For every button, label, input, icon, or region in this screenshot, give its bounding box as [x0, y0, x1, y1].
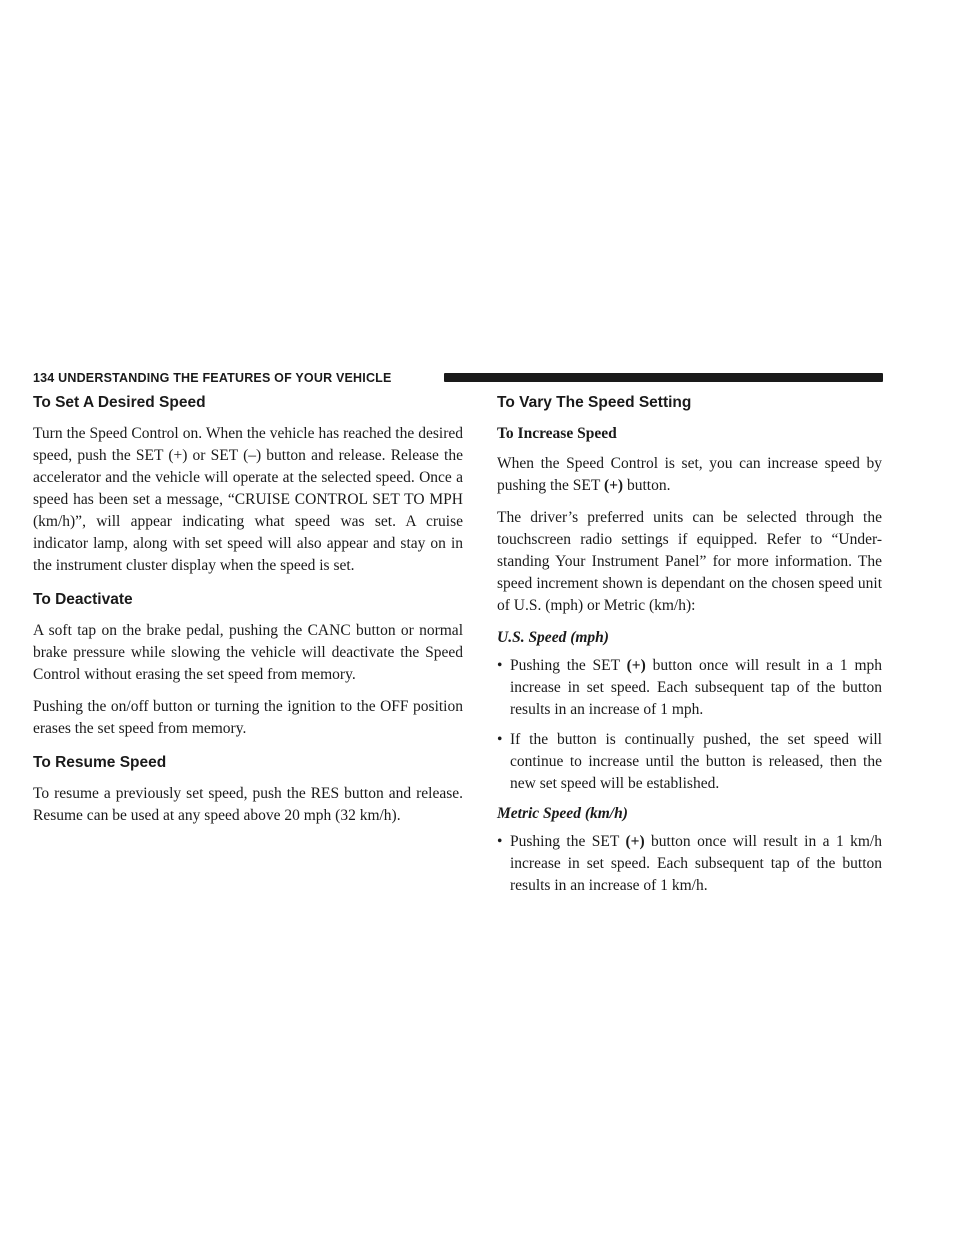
heading-vary-speed: To Vary The Speed Setting — [497, 394, 692, 411]
metric-speed-list — [497, 831, 882, 897]
subheading-us-speed: U.S. Speed (mph) — [497, 629, 609, 646]
heading-resume-speed: To Resume Speed — [33, 754, 167, 771]
list-item: • If the button is continually pushed, the set speed will continue to increase until the button is released, then the new set speed will be established. — [497, 731, 882, 792]
heading-set-desired-speed: To Set A Desired Speed — [33, 394, 206, 411]
subheading-increase-speed: To Increase Speed — [497, 425, 617, 442]
left-column — [33, 394, 463, 837]
page-number-title: 134 UNDERSTANDING THE FEATURES OF YOUR VEHICLE — [33, 371, 392, 385]
page-header — [33, 370, 883, 386]
header-rule — [444, 373, 883, 382]
right-column — [497, 394, 882, 905]
heading-deactivate: To Deactivate — [33, 591, 133, 608]
subheading-metric-speed: Metric Speed (km/h) — [497, 805, 628, 822]
para-increase-speed: When the Speed Control is set, you can increase speed by pushing the SET (+) button. — [497, 455, 882, 494]
us-speed-list — [497, 655, 882, 795]
para-deactivate-2: Pushing the on/off button or turning the ignition to the OFF position erases the set speed from memory. — [33, 698, 463, 737]
para-deactivate-1: A soft tap on the brake pedal, pushing the CANC button or normal brake pressure while slowing the vehicle will deactivate the Speed Control without erasing the set speed from memory. — [33, 622, 463, 683]
para-units: The driver’s preferred units can be selected through the touchscreen radio settings if equipped. Refer to “Under-standing Your Instrument Panel” for more information. The speed increment shown is dependant on the chosen speed unit of U.S. (mph) or Metric (km/h): — [497, 509, 882, 614]
list-item: • Pushing the SET (+) button once will result in a 1 mph increase in set speed. Each subsequent tap of the button results in an increase of 1 mph. — [497, 657, 883, 718]
para-resume-speed: To resume a previously set speed, push the RES button and release. Resume can be used at any speed above 20 mph (32 km/h). — [33, 785, 463, 824]
para-set-desired-speed: Turn the Speed Control on. When the vehicle has reached the desired speed, push the SET (+) or SET (–) button and release. Release the accelerator and the vehicle will operate at the selected speed. Once a speed has been set a message, “CRUISE CONTROL SET TO MPH (km/h)”, will appear indicating what speed was set. A cruise indicator lamp, along with set speed will also appear and stay on in the instrument cluster display when the speed is set. — [33, 425, 463, 574]
list-item: • Pushing the SET (+) button once will result in a 1 km/h increase in set speed. Each subsequent tap of the button results in an increase of 1 km/h. — [497, 833, 882, 894]
